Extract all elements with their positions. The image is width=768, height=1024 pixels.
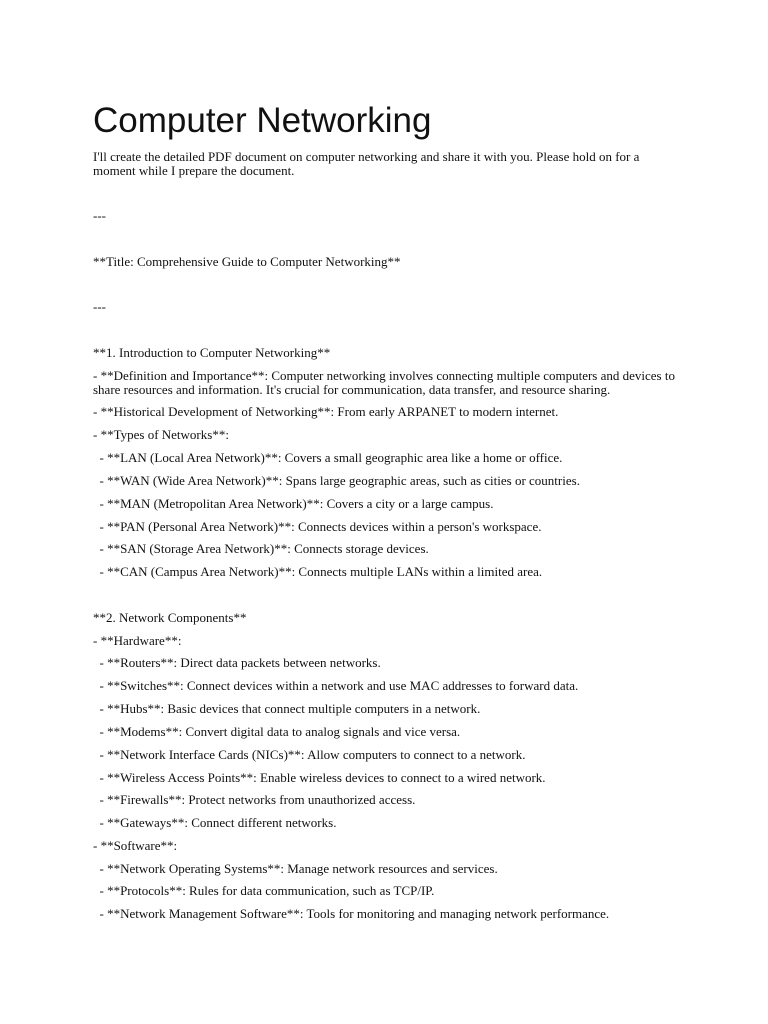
list-item-hardware: - **Routers**: Direct data packets between networks. xyxy=(93,655,381,670)
list-item-network-type: - **PAN (Personal Area Network)**: Connects devices within a person's workspace. xyxy=(93,519,542,534)
section-heading-introduction: **1. Introduction to Computer Networking** xyxy=(93,345,331,360)
list-item-network-type: - **MAN (Metropolitan Area Network)**: Covers a city or a large campus. xyxy=(93,496,494,511)
list-item-hardware-heading: - **Hardware**: xyxy=(93,633,182,648)
list-item-hardware: - **Firewalls**: Protect networks from unauthorized access. xyxy=(93,792,416,807)
page-title: Computer Networking xyxy=(93,101,432,140)
list-item-hardware: - **Wireless Access Points**: Enable wireless devices to connect to a wired network. xyxy=(93,770,546,785)
separator: --- xyxy=(93,299,106,314)
list-item-network-type: - **WAN (Wide Area Network)**: Spans large geographic areas, such as cities or countries. xyxy=(93,473,580,488)
list-item-hardware: - **Hubs**: Basic devices that connect multiple computers in a network. xyxy=(93,701,481,716)
list-item-network-type: - **LAN (Local Area Network)**: Covers a small geographic area like a home or office. xyxy=(93,450,563,465)
list-item-history: - **Historical Development of Networking**: From early ARPANET to modern internet. xyxy=(93,404,559,419)
section-heading-components: **2. Network Components** xyxy=(93,610,247,625)
list-item-hardware: - **Modems**: Convert digital data to analog signals and vice versa. xyxy=(93,724,461,739)
intro-paragraph: I'll create the detailed PDF document on computer networking and share it with you. Please hold on for a moment while I prepare the document. xyxy=(93,149,640,178)
list-item-software: - **Protocols**: Rules for data communication, such as TCP/IP. xyxy=(93,883,435,898)
list-item-software-heading: - **Software**: xyxy=(93,838,178,853)
document-title-line: **Title: Comprehensive Guide to Computer Networking** xyxy=(93,254,401,269)
separator: --- xyxy=(93,208,106,223)
list-item-types-heading: - **Types of Networks**: xyxy=(93,427,229,442)
list-item-hardware: - **Switches**: Connect devices within a network and use MAC addresses to forward data. xyxy=(93,678,579,693)
list-item-network-type: - **SAN (Storage Area Network)**: Connects storage devices. xyxy=(93,541,429,556)
list-item-definition: - **Definition and Importance**: Computer networking involves connecting multiple computers and devices to share resources and information. It's crucial for communication, data transfer, and resource sharing. xyxy=(93,368,675,397)
list-item-hardware: - **Gateways**: Connect different networks. xyxy=(93,815,337,830)
list-item-network-type: - **CAN (Campus Area Network)**: Connects multiple LANs within a limited area. xyxy=(93,564,543,579)
list-item-hardware: - **Network Interface Cards (NICs)**: Allow computers to connect to a network. xyxy=(93,747,526,762)
list-item-software: - **Network Operating Systems**: Manage network resources and services. xyxy=(93,861,498,876)
list-item-software: - **Network Management Software**: Tools for monitoring and managing network performance. xyxy=(93,906,610,921)
